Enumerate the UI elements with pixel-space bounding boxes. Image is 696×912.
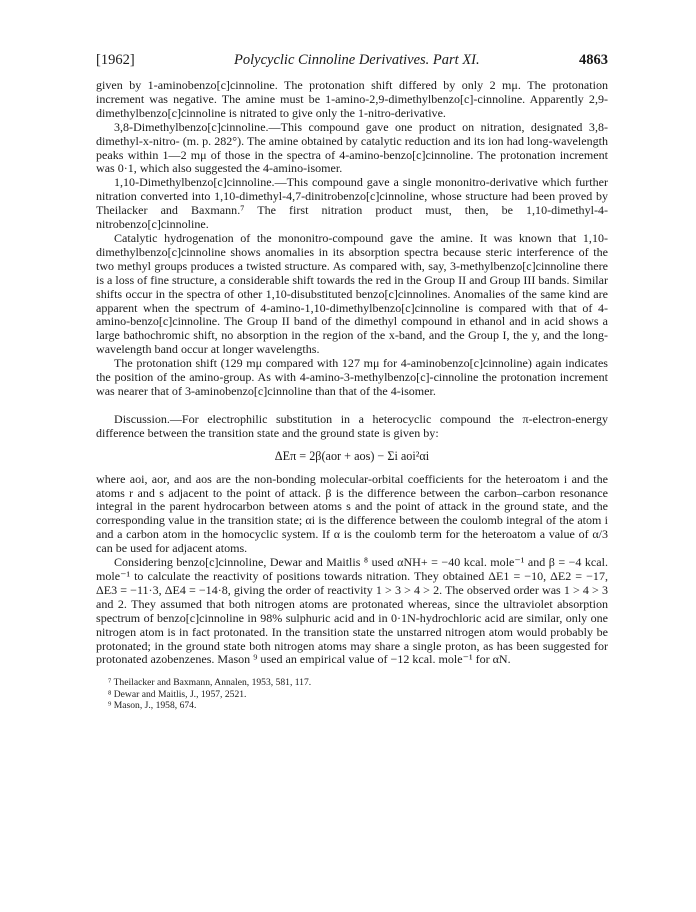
paragraph: 1,10-Dimethylbenzo[c]cinnoline.—This compound gave a single mononitro-derivative which further nitration converted into 1,10-dimethyl-4,7-dinitrobenzo[c]cinnoline, whose structure had been proved by Theilacker and Baxmann.⁷ The first nitration product must, then, be 1,10-dimethyl-4-nitrobenzo[c]cinnoline. [96,175,608,232]
paragraph: The protonation shift (129 mμ compared with 127 mμ for 4-aminobenzo[c]cinnoline) again indicates the position of the amino-group. As with 4-amino-3-methylbenzo[c]-cinnoline the protonation increment was nearer that of 3-aminobenzo[c]cinnoline than that of the 4-isomer. [96,356,608,398]
journal-year: [1962] [96,52,135,68]
running-head [96,52,608,69]
paragraph: 3,8-Dimethylbenzo[c]cinnoline.—This compound gave one product on nitration, designated 3,8-dimethyl-x-nitro- (m. p. 282°). The amine obtained by catalytic reduction and its ion had long-wavelength peaks within 1—2 mμ of those in the spectra of 4-amino-benzo[c]cinnoline. The protonation increment was 0·1, which also suggested the 4-amino-isomer. [96,119,608,176]
paragraph: Catalytic hydrogenation of the mononitro-compound gave the amine. It was known that 1,10-dimethylbenzo[c]cinnoline shows anomalies in its absorption spectra because steric interference of the two methyl groups produces a twisted structure. As compared with, say, 3-methylbenzo[c]cinnoline there is a loss of fine structure, a considerable shift towards the red in the Group II and Group III bands. Similar shifts occur in the spectra of other 1,10-disubstituted benzo[c]cinnolines. Anomalies of the same kind are apparent when the spectrum of 4-amino-1,10-dimethylbenzo[c]cinnoline is compared with that of 4-amino-benzo[c]cinnoline. The Group II band of the dimethyl compound in ethanol and in acid shows a large bathochromic shift, no absorption in the region of the x-band, and the Group I, the y, and the long-wavelength band occur at longer wavelengths. [96,230,608,357]
footnotes [96,677,608,711]
equation: ΔEπ = 2β(aor + aos) − Σi aoi²αi [274,448,430,463]
footnote: ⁹ Mason, J., 1958, 674. [108,700,197,712]
article-body [96,79,608,667]
article-title: Polycyclic Cinnoline Derivatives. Part XI. [234,52,480,68]
footnote: ⁸ Dewar and Maitlis, J., 1957, 2521. [108,688,247,700]
footnote: ⁷ Theilacker and Baxmann, Annalen, 1953, 581, 117. [108,677,312,689]
paragraph: given by 1-aminobenzo[c]cinnoline. The protonation shift differed by only 2 mμ. The protonation increment was negative. The amine must be 1-amino-2,9-dimethylbenzo[c]-cinnoline. Apparently 2,9-dimethylbenzo[c]cinnoline is nitrated to give only the 1-nitro-derivative. [96,78,608,120]
paragraph: Considering benzo[c]cinnoline, Dewar and Maitlis ⁸ used αNH+ = −40 kcal. mole⁻¹ and β = −4 kcal. mole⁻¹ to calculate the reactivity of positions towards nitration. They obtained ΔE1 = −10, ΔE2 = −17, ΔE3 = −11·3, ΔE4 = −14·8, giving the order of reactivity 1 > 3 > 4 > 2. The observed order was 1 > 4 > 3 and 2. They assumed that both nitrogen atoms are protonated whereas, since the ultraviolet absorption spectrum of benzo[c]cinnoline in 98% sulphuric acid and in 0·1N-hydrochloric acid are similar, only one nitrogen atom is in fact protonated. In the transition state the unstarred nitrogen atom would probably be protonated; in the ground state both nitrogen atoms may share a single proton, as has been suggested for protonated azobenzenes. Mason ⁹ used an empirical value of −12 kcal. mole⁻¹ for αN. [96,555,608,667]
article-page [96,52,608,712]
paragraph: where aoi, aor, and aos are the non-bonding molecular-orbital coefficients for the heteroatom i and the atoms r and s adjacent to the point of attack. β is the difference between the carbon–carbon resonance integral in the parent hydrocarbon between atoms s and the point of attack in the ground state, and the corresponding value in the transition state; αi is the difference between the coulomb integral of the atom i and a carbon atom in the homocyclic system. If α is the coulomb term for the heteroatom a value of α/3 can be used for adjacent atoms. [96,471,608,556]
page-number: 4863 [578,52,608,68]
paragraph: Discussion.—For electrophilic substitution in a heterocyclic compound the π-electron-energy difference between the transition state and the ground state is given by: [96,411,608,440]
